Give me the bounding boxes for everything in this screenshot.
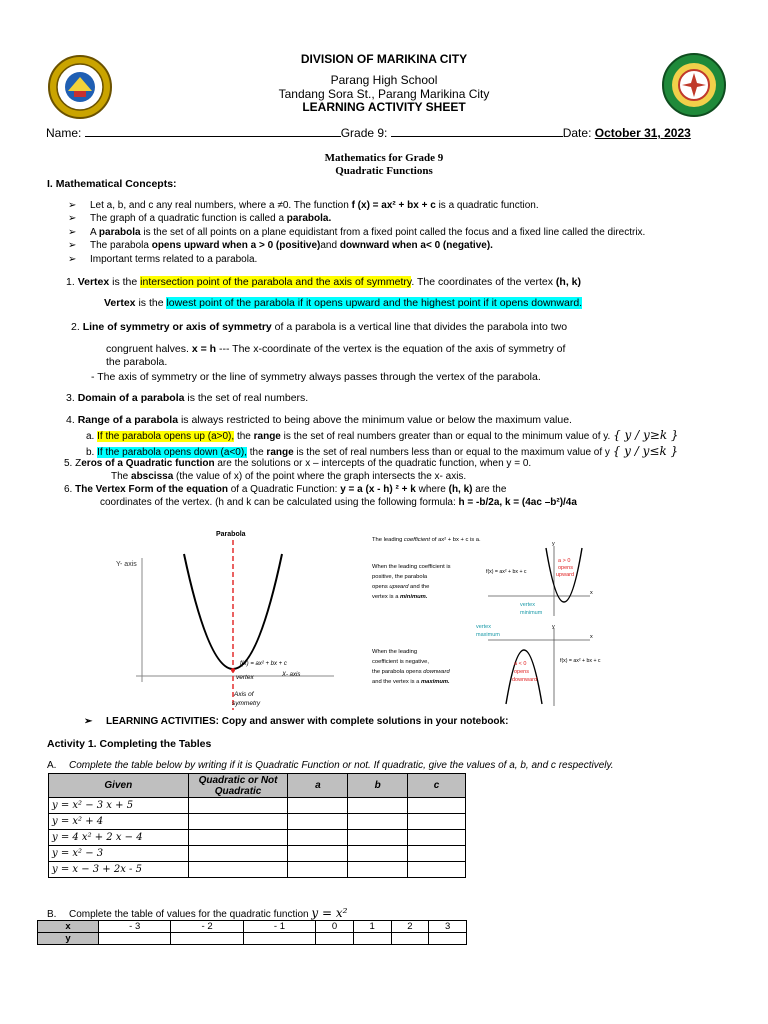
term-range: 4. Range of a parabola is always restricted to being above the minimum value or below the maximum value. (66, 414, 572, 426)
leading-coefficient-figure (368, 528, 601, 710)
fig2-y-label-top: y (552, 541, 555, 547)
arrow-bullet-icon: ➢ (68, 226, 77, 238)
fig2-fx-bottom: f(x) = ax² + bx + c (560, 658, 601, 664)
y-row: y (38, 933, 467, 945)
fig2-maximum: maximum (476, 632, 500, 638)
x-axis-label: X- axis (282, 672, 301, 678)
table-row: y = x² − 3 (49, 846, 466, 862)
term-axis-line2: congruent halves. x = h --- The x-coordinate of the vertex is the equation of the axis of symmetry of (106, 343, 566, 355)
fig2-vertex-min: vertex (520, 602, 535, 608)
school-address: Tandang Sora St., Parang Marikina City (278, 87, 490, 101)
arrow-bullet-icon: ➢ (68, 240, 77, 252)
sheet-title: LEARNING ACTIVITY SHEET (302, 100, 466, 114)
date-value: October 31, 2023 (594, 126, 691, 140)
table-row: y = x − 3 + 2x - 5 (49, 862, 466, 878)
fig2-opens-pos: opens (558, 565, 573, 571)
fig2-pos-line-2: positive, the parabola (372, 574, 428, 580)
x-row: x - 3 - 2 - 1 0 1 2 3 (38, 921, 467, 933)
table-row: y = x² + 4 (49, 814, 466, 830)
col-a: a (288, 774, 348, 798)
vertex-point (231, 668, 235, 672)
term-range-b: b. If the parabola opens down (a<0), the range is the set of real numbers less than or equal to the maximum value of y { y / y≤k } (86, 444, 679, 458)
topic-title: Quadratic Functions (335, 165, 433, 177)
table-header-row (49, 774, 466, 798)
school-name: Parang High School (330, 73, 438, 87)
vertex-label: vertex (236, 674, 254, 681)
fig2-downward: downward (512, 677, 538, 683)
bullet-item: ➢ A parabola is the set of all points on a plane equidistant from a fixed point called the focus and a fixed line called the directrix. (68, 226, 646, 238)
student-info-line (46, 125, 691, 140)
term-vertex-def: Vertex is the lowest point of the parabola if it opens upward and the highest point if it opens downward. (104, 297, 583, 309)
fig2-pos-line-3: opens upward and the (372, 584, 430, 590)
fig2-x-label-bottom: x (590, 634, 593, 640)
fig2-upward: upward (556, 572, 575, 578)
term-vertex: 1. Vertex is the intersection point of the parabola and the axis of symmetry. The coordinates of the vertex (h, k) (66, 276, 582, 288)
subject-title: Mathematics for Grade 9 (324, 152, 444, 164)
part-b-instructions: B. Complete the table of values for the quadratic function y = x² (47, 906, 348, 920)
arrow-bullet-icon: ➢ (68, 253, 77, 265)
col-b: b (348, 774, 408, 798)
parabola-curve (184, 554, 282, 669)
fig2-neg-line-4: and the vertex is a maximum. (372, 679, 450, 685)
table-row: y = 4 x² + 2 x − 4 (49, 830, 466, 846)
concept-bullets (68, 199, 728, 266)
term-vertex-form: 6. The Vertex Form of the equation of a Quadratic Function: y = a (x - h) ² + k where (h, k) are the (64, 484, 507, 495)
fig2-vertex-max: vertex (476, 624, 491, 630)
fig2-neg-line-1: When the leading (372, 649, 418, 655)
date-label: Date: (562, 126, 595, 140)
grade-field[interactable] (391, 125, 563, 137)
term-axis-line3: the parabola. (106, 356, 168, 368)
part-a-instructions: A. Complete the table below by writing if it is Quadratic Function or not. If quadratic, give the values of a, b, and c respectively. (47, 760, 614, 771)
bullet-item: ➢ Let a, b, and c any real numbers, where a ≠0. The function f (x) = ax² + bx + c is a quadratic function. (68, 200, 539, 211)
fig2-neg-line-2: coefficient is negative, (372, 659, 429, 665)
table-row: y = x² − 3 x + 5 (49, 798, 466, 814)
term-domain: 3. Domain of a parabola is the set of real numbers. (66, 392, 309, 404)
fig2-fx-top: f(x) = ax² + bx + c (486, 569, 527, 575)
fig2-pos-line-1: When the leading coefficient is (372, 564, 451, 570)
axis-symmetry-label-2: symmetry (232, 700, 261, 707)
col-given: Given (49, 774, 189, 798)
fig2-neg-line-3: the parabola opens downward (372, 669, 450, 675)
col-quadratic: Quadratic or Not Quadratic (188, 774, 288, 798)
figure-title: Parabola (216, 531, 246, 538)
fig2-opens-neg: opens (514, 669, 529, 675)
fig2-a-pos: a > 0 (558, 558, 571, 564)
bullet-item: ➢ Important terms related to a parabola. (68, 253, 258, 265)
bullet-item: ➢ The graph of a quadratic function is called a parabola. (68, 213, 332, 225)
function-label: f(x) = ax² + bx + c (240, 661, 287, 667)
arrow-bullet-icon: ➢ (68, 213, 77, 225)
fig2-a-neg: a < 0 (514, 661, 527, 667)
fig2-minimum: minimum (520, 610, 543, 616)
bullet-item: ➢ The parabola opens upward when a > 0 (positive)and downward when a< 0 (negative). (68, 240, 493, 252)
grade-label: Grade 9: (340, 126, 391, 140)
fig2-pos-line-4: vertex is a minimum. (372, 594, 428, 600)
learning-activities: ➢ LEARNING ACTIVITIES: Copy and answer with complete solutions in your notebook: (84, 716, 509, 727)
values-table (37, 920, 467, 945)
arrow-bullet-icon: ➢ (84, 716, 93, 727)
name-label: Name: (46, 126, 85, 140)
section-heading: I. Mathematical Concepts: (47, 178, 177, 190)
division-title: DIVISION OF MARIKINA CITY (300, 52, 468, 66)
fig2-top-line: The leading coefficient of ax² + bx + c is a. (372, 537, 481, 543)
term-range-a: a. If the parabola opens up (a>0), the range is the set of real numbers greater than or equal to the minimum value of y. { y / y≥k } (86, 428, 679, 442)
term-vertex-form-line2: coordinates of the vertex. (h and k can be calculated using the following formula: h = -b/2a, k = (4ac –b²)/4a (100, 497, 577, 508)
term-axis-symmetry: 2. Line of symmetry or axis of symmetry of a parabola is a vertical line that divides the parabola into two (71, 321, 568, 333)
y-axis-label: Y- axis (116, 561, 137, 568)
arrow-bullet-icon: ➢ (68, 200, 77, 211)
fig2-y-label-bottom: y (552, 624, 555, 630)
term-axis-line4: - The axis of symmetry or the line of symmetry always passes through the vertex of the parabola. (91, 371, 541, 383)
quadratic-table (48, 773, 466, 878)
fig2-x-label-top: x (590, 590, 593, 596)
col-c: c (408, 774, 466, 798)
term-zeros: 5. Zeros of a Quadratic function are the solutions or x – intercepts of the quadratic function, when y = 0. (64, 458, 532, 469)
name-field[interactable] (85, 125, 341, 137)
activity-1-title: Activity 1. Completing the Tables (47, 738, 212, 750)
axis-symmetry-label-1: Axis of (234, 691, 254, 698)
term-zeros-line2: The abscissa (the value of x) of the point where the graph intersects the x- axis. (111, 471, 467, 482)
parabola-figure (112, 524, 348, 714)
